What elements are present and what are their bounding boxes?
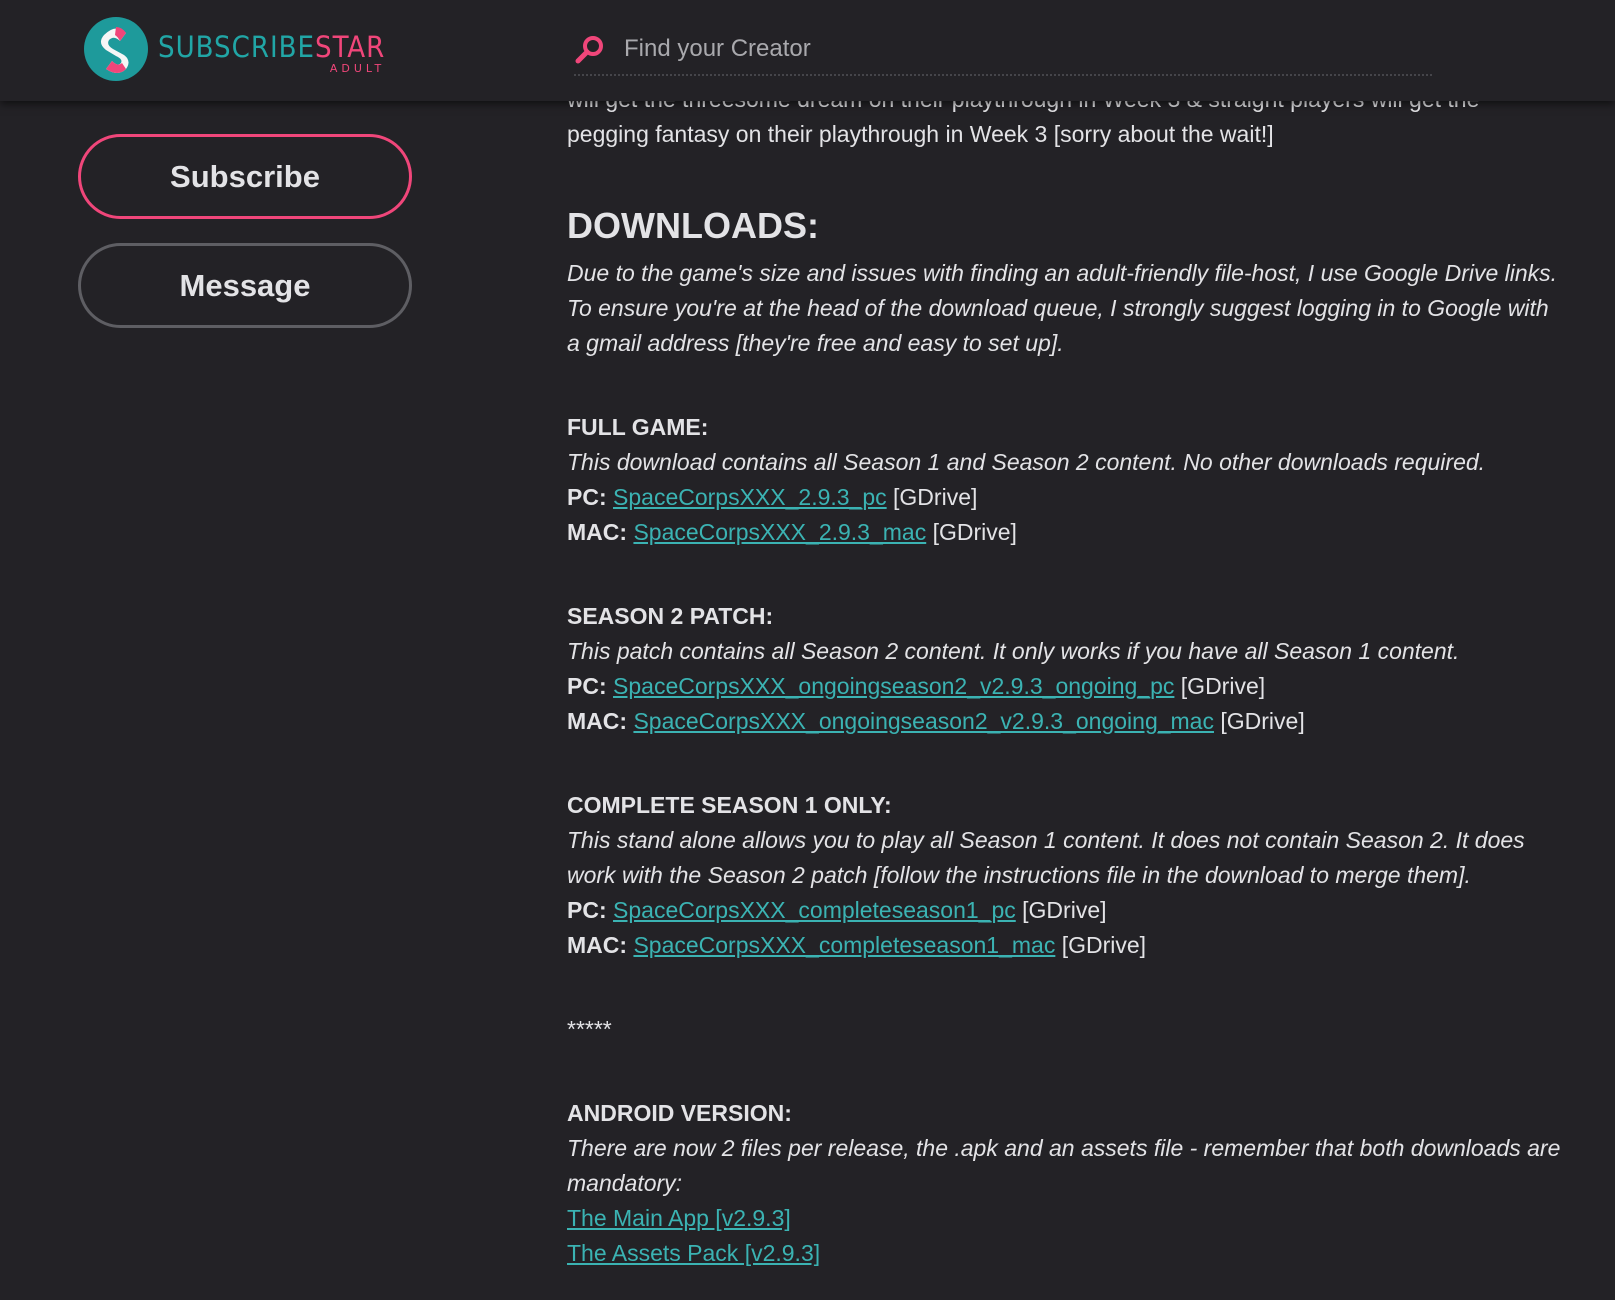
- android-main-app-row: [567, 1201, 1567, 1236]
- season2-patch-title: SEASON 2 PATCH:: [567, 603, 774, 629]
- full-game-pc-row: [567, 480, 1567, 515]
- host-label: [GDrive]: [1220, 708, 1305, 734]
- logo-wordmark: [158, 30, 386, 75]
- downloads-heading: DOWNLOADS:: [567, 205, 819, 246]
- season1-only-mac-link[interactable]: SpaceCorpsXXX_completeseason1_mac: [633, 932, 1056, 958]
- full-game-pc-link[interactable]: SpaceCorpsXXX_2.9.3_pc: [613, 484, 887, 510]
- subscribe-button[interactable]: Subscribe: [78, 134, 412, 219]
- android-description: There are now 2 files per release, the .apk and an assets file - remember that both downloads are mandatory:: [567, 1135, 1561, 1196]
- logo-text-star: STAR: [315, 30, 386, 64]
- separator-stars: *****: [567, 1016, 612, 1042]
- season1-only-pc-link[interactable]: SpaceCorpsXXX_completeseason1_pc: [613, 897, 1016, 923]
- android-assets-row: [567, 1236, 1567, 1271]
- message-button[interactable]: Message: [78, 243, 412, 328]
- season1-only-title: COMPLETE SEASON 1 ONLY:: [567, 792, 892, 818]
- season2-patch-mac-row: [567, 704, 1567, 739]
- platform-label: MAC:: [567, 519, 628, 545]
- logo-tag-adult: ADULT: [329, 62, 386, 75]
- full-game-title: FULL GAME:: [567, 414, 709, 440]
- search-icon[interactable]: [574, 33, 606, 65]
- subscribestar-logo[interactable]: [82, 14, 385, 84]
- season2-patch-pc-link[interactable]: SpaceCorpsXXX_ongoingseason2_v2.9.3_ongoing_pc: [613, 673, 1175, 699]
- season1-only-description-line-1: This stand alone allows you to play all Season 1 content. It does not contain Season 2. It does: [567, 827, 1525, 853]
- platform-label: PC:: [567, 897, 607, 923]
- season1-only-description-line-2: work with the Season 2 patch [follow the instructions file in the download to merge them].: [567, 862, 1471, 888]
- full-game-description: This download contains all Season 1 and Season 2 content. No other downloads required.: [567, 449, 1486, 475]
- intro-text-line-2: pegging fantasy on their playthrough in Week 3 [sorry about the wait!]: [567, 121, 1274, 147]
- season1-only-pc-row: [567, 893, 1567, 928]
- platform-label: MAC:: [567, 932, 628, 958]
- season2-patch-mac-link[interactable]: SpaceCorpsXXX_ongoingseason2_v2.9.3_ongoing_mac: [633, 708, 1214, 734]
- host-label: [GDrive]: [932, 519, 1017, 545]
- host-label: [GDrive]: [893, 484, 978, 510]
- site-header: [0, 0, 1615, 101]
- full-game-mac-link[interactable]: SpaceCorpsXXX_2.9.3_mac: [633, 519, 927, 545]
- platform-label: MAC:: [567, 708, 628, 734]
- logo-text-subscribe: SUBSCRIBE: [158, 30, 316, 64]
- host-label: [GDrive]: [1061, 932, 1147, 958]
- android-title: ANDROID VERSION:: [567, 1100, 792, 1126]
- season2-patch-description: This patch contains all Season 2 content. It only works if you have all Season 1 content.: [567, 638, 1460, 664]
- android-assets-link[interactable]: The Assets Pack [v2.9.3]: [567, 1240, 821, 1266]
- subscribestar-logo-icon: [82, 15, 150, 83]
- platform-label: PC:: [567, 484, 607, 510]
- host-label: [GDrive]: [1022, 897, 1107, 923]
- post-body: [567, 82, 1567, 1271]
- downloads-note: Due to the game's size and issues with finding an adult-friendly file-host, I use Google Drive links. To ensure you're at the head of the download queue, I strongly suggest logging in to Google with a gmail address [they're free and easy to set up].: [567, 260, 1558, 356]
- host-label: [GDrive]: [1180, 673, 1266, 699]
- season2-patch-pc-row: [567, 669, 1567, 704]
- platform-label: PC:: [567, 673, 607, 699]
- creator-search: [574, 30, 1432, 76]
- season1-only-mac-row: [567, 928, 1567, 963]
- search-input[interactable]: [622, 30, 1406, 68]
- full-game-mac-row: [567, 515, 1567, 550]
- android-main-app-link[interactable]: The Main App [v2.9.3]: [567, 1205, 791, 1231]
